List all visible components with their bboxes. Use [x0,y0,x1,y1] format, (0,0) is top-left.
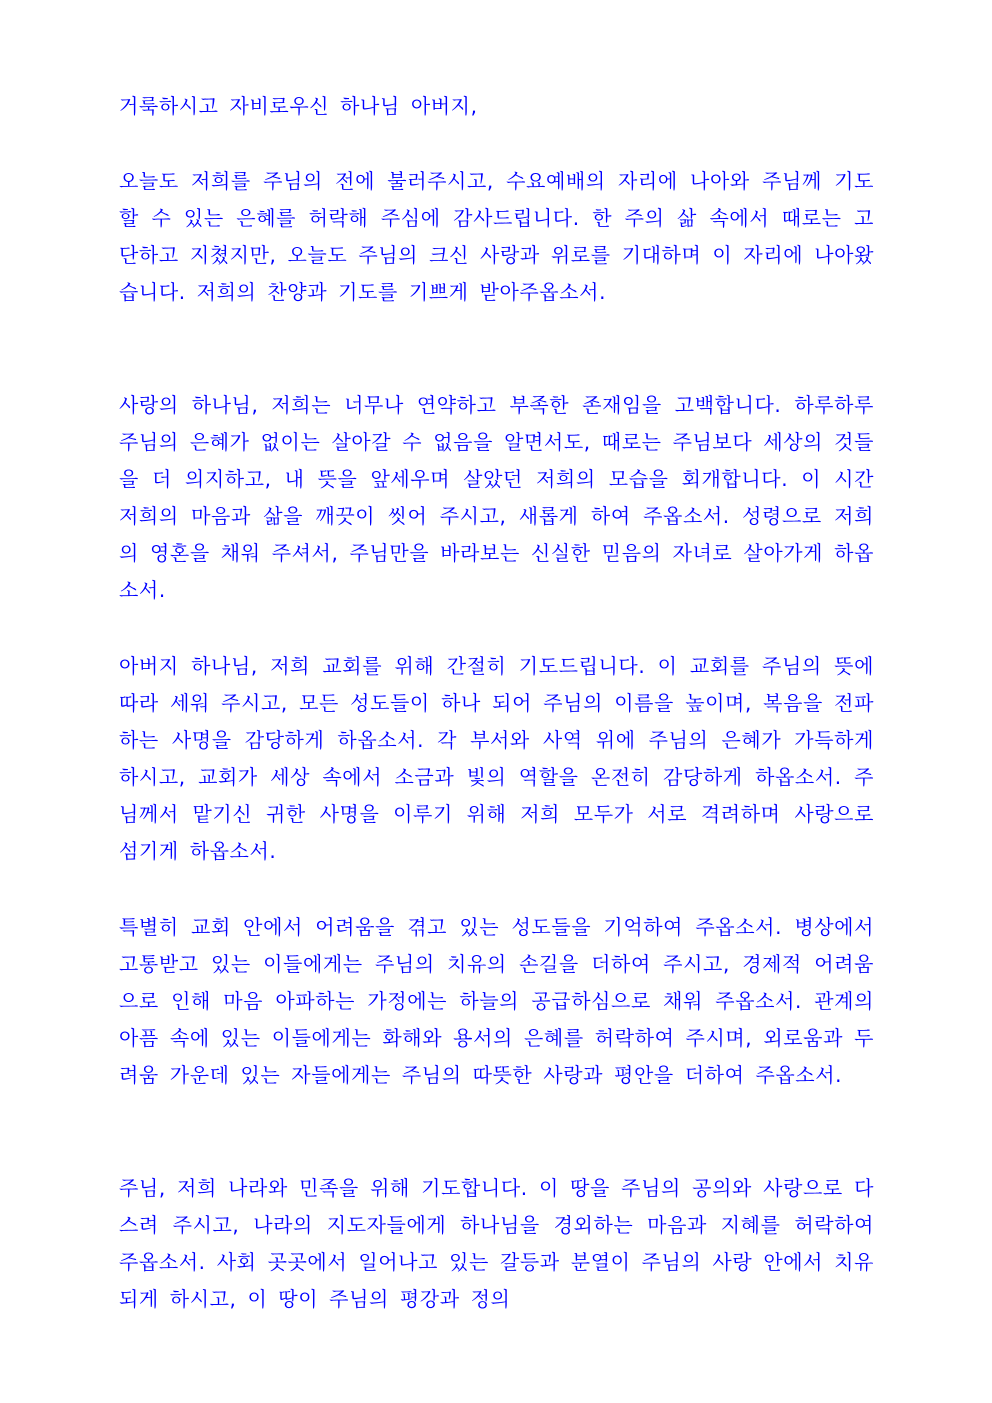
prayer-paragraph-gratitude: 오늘도 저희를 주님의 전에 불러주시고, 수요예배의 자리에 나아와 주님께 기도할 수 있는 은혜를 허락해 주심에 감사드립니다. 한 주의 삶 속에서 때로는 고단하고 지쳤지만, 오늘도 주님의 크신 사랑과 위로를 기대하며 이 자리에 나아왔습니다. 저희의 찬양과 기도를 기쁘게 받아주옵소서. [119,169,874,304]
prayer-paragraph-congregation: 특별히 교회 안에서 어려움을 겪고 있는 성도들을 기억하여 주옵소서. 병상에서 고통받고 있는 이들에게는 주님의 치유의 손길을 더하여 주시고, 경제적 어려움으로 인해 마음 아파하는 가정에는 하늘의 공급하심으로 채워 주옵소서. 관계의 아픔 속에 있는 이들에게는 화해와 용서의 은혜를 허락하여 주시며, 외로움과 두려움 가운데 있는 자들에게는 주님의 따뜻한 사랑과 평안을 더하여 주옵소서. [119,915,874,1087]
prayer-paragraph-church: 아버지 하나님, 저희 교회를 위해 간절히 기도드립니다. 이 교회를 주님의 뜻에 따라 세워 주시고, 모든 성도들이 하나 되어 주님의 이름을 높이며, 복음을 전파하는 사명을 감당하게 하옵소서. 각 부서와 사역 위에 주님의 은혜가 가득하게 하시고, 교회가 세상 속에서 소금과 빛의 역할을 온전히 감당하게 하옵소서. 주님께서 맡기신 귀한 사명을 이루기 위해 저희 모두가 서로 격려하며 사랑으로 섬기게 하옵소서. [119,654,874,863]
prayer-paragraph-repentance: 사랑의 하나님, 저희는 너무나 연약하고 부족한 존재임을 고백합니다. 하루하루 주님의 은혜가 없이는 살아갈 수 없음을 알면서도, 때로는 주님보다 세상의 것들을 더 의지하고, 내 뜻을 앞세우며 살았던 저희의 모습을 회개합니다. 이 시간 저희의 마음과 삶을 깨끗이 씻어 주시고, 새롭게 하여 주옵소서. 성령으로 저희의 영혼을 채워 주셔서, 주님만을 바라보는 신실한 믿음의 자녀로 살아가게 하옵소서. [119,393,874,602]
prayer-paragraph-nation: 주님, 저희 나라와 민족을 위해 기도합니다. 이 땅을 주님의 공의와 사랑으로 다스려 주시고, 나라의 지도자들에게 하나님을 경외하는 마음과 지혜를 허락하여 주옵소서. 사회 곳곳에서 일어나고 있는 갈등과 분열이 주님의 사랑 안에서 치유되게 하시고, 이 땅이 주님의 평강과 정의 [119,1176,874,1311]
prayer-salutation: 거룩하시고 자비로우신 하나님 아버지, [119,94,478,118]
